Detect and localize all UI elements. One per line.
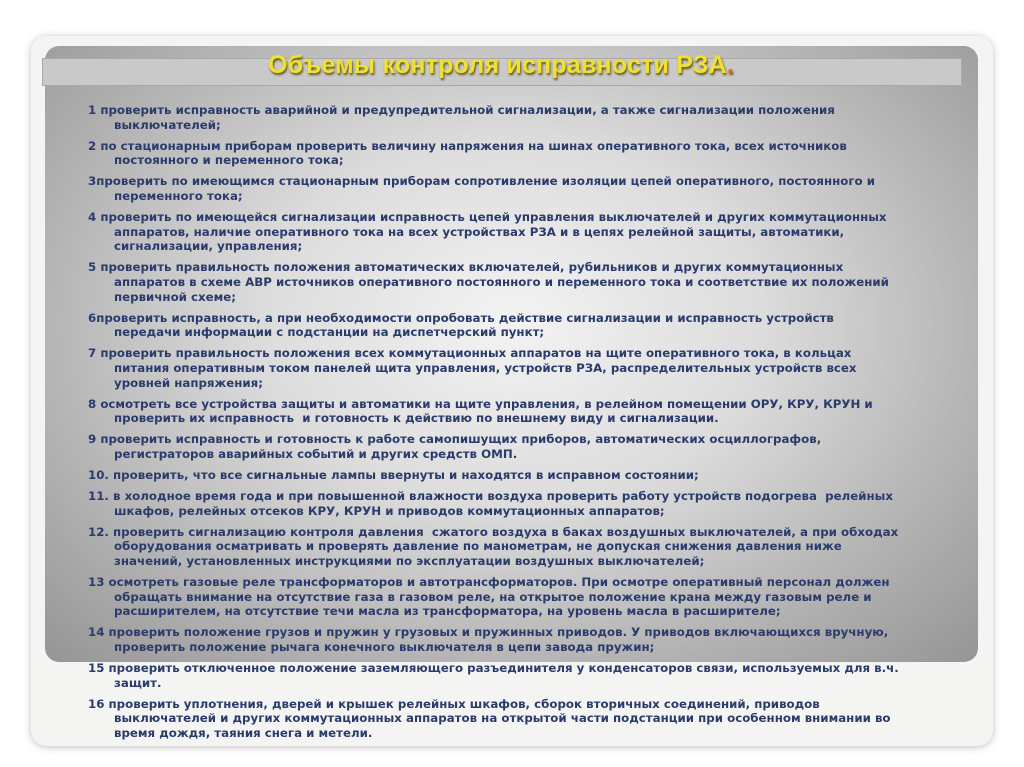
- list-item: 13 осмотреть газовые реле трансформаторов и автотрансформаторов. При осмотре оперативный персонал должен обращать внимание на отсутствие газа в газовом реле, на открытое положение крана между газовым реле и расширителем, на отсутствие течи масла из трансформатора, на уровень масла в расширителе;: [88, 575, 890, 619]
- list-item: 3проверить по имеющимся стационарным приборам сопротивление изоляции цепей оперативного, постоянного и переменного тока;: [88, 174, 876, 203]
- slide-title-text: Объемы контроля исправности РЗА: [267, 51, 727, 79]
- list-item: 10. проверить, что все сигнальные лампы ввернуты и находятся в исправном состоянии;: [88, 467, 699, 482]
- list-item: 11. в холодное время года и при повышенной влажности воздуха проверить работу устройств подогрева релейных шкафов, релейных отсеков КРУ, КРУН и приводов коммутационных аппаратов;: [88, 489, 893, 518]
- slide-title-dot: .: [726, 51, 735, 79]
- list-item: 2 по стационарным приборам проверить величину напряжения на шинах оперативного тока, всех источников постоянного и переменного тока;: [88, 138, 847, 168]
- list-item: 4 проверить по имеющейся сигнализации исправность цепей управления выключателей и других коммутационных аппаратов, наличие оперативного тока на всех устройствах РЗА и в цепях релейной защиты, автоматики, сигнализации, управления;: [88, 210, 887, 254]
- list-item: 7 проверить правильность положения всех коммутационных аппаратов на щите оперативного тока, в кольцах питания оперативным током панелей щита управления, устройств РЗА, распределительных устройств всех уровней напряжения;: [88, 346, 857, 390]
- list-item: 15 проверить отключенное положение заземляющего разъединителя у конденсаторов связи, используемых для в.ч. защит.: [88, 661, 899, 690]
- list-item: 14 проверить положение грузов и пружин у грузовых и пружинных приводов. У приводов включающихся вручную, проверить положение рычага конечного выключателя в цепи завода пружин;: [88, 625, 889, 654]
- list-item: 16 проверить уплотнения, дверей и крышек релейных шкафов, сборок вторичных соединений, приводов выключателей и других коммутационных аппаратов на открытой части подстанции при особенном внимании во время дождя, таяния снега и метели.: [88, 696, 891, 740]
- list-item: 1 проверить исправность аварийной и предупредительной сигнализации, а также сигнализации положения выключателей;: [88, 103, 835, 132]
- list-item: 6проверить исправность, а при необходимости опробовать действие сигнализации и исправность устройств передачи информации с подстанции на диспетчерский пункт;: [88, 310, 834, 340]
- slide-title: [42, 51, 960, 80]
- checklist: [88, 103, 978, 747]
- list-item: 8 осмотреть все устройства защиты и автоматики на щите управления, в релейном помещении ОРУ, КРУ, КРУН и проверить их исправность и готовность к действию по внешнему виду и сигнализации.: [88, 396, 873, 426]
- list-item: 12. проверить сигнализацию контроля давления сжатого воздуха в баках воздушных выключателей, а при обходах оборудования осматривать и проверять давление по манометрам, не допуская снижения давления ниже значений, установленных инструкциями по эксплуатации воздушных выключателей;: [88, 524, 899, 568]
- list-item: 9 проверить исправность и готовность к работе самопишущих приборов, автоматических осциллографов, регистраторов аварийных событий и других средств ОМП.: [88, 432, 822, 461]
- list-item: 5 проверить правильность положения автоматических включателей, рубильников и других коммутационных аппаратов в схеме АВР источников оперативного постоянного и переменного тока и соответствие их положений первичной схеме;: [88, 260, 889, 304]
